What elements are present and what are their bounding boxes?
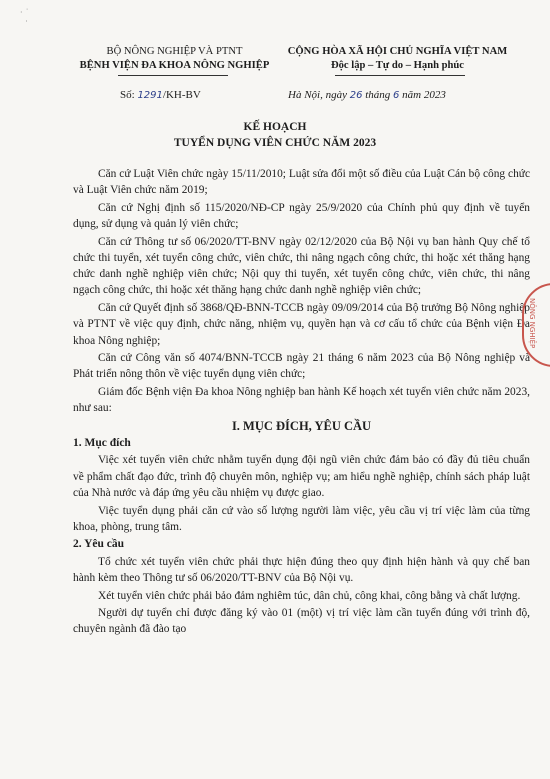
number-handwritten: 1291 <box>137 90 163 101</box>
number-suffix: /KH-BV <box>162 89 201 101</box>
document-date <box>288 89 446 101</box>
basis-paragraph: Giám đốc Bệnh viện Đa khoa Nông nghiệp ban hành Kế hoạch xét tuyển viên chức năm 2023, như sau: <box>73 386 530 415</box>
date-month-label: tháng <box>365 89 391 101</box>
date-place: Hà Nội, ngày <box>288 89 347 101</box>
basis-paragraph: Căn cứ Luật Viên chức ngày 15/11/2010; Luật sửa đổi một số điều của Luật Cán bộ công chức và Luật Viên chức năm 2019; <box>73 168 530 197</box>
issuer-block <box>62 45 287 73</box>
basis-paragraph: Căn cứ Nghị định số 115/2020/NĐ-CP ngày 25/9/2020 của Chính phủ quy định về tuyển dụng, sử dụng và quản lý viên chức; <box>73 201 530 231</box>
subsection-heading-requirements: 2. Yêu cầu <box>73 538 125 551</box>
issuer-underline <box>118 75 228 76</box>
seal-lettering: NÔNG NGHIỆP <box>528 298 536 349</box>
date-day: 26 <box>349 90 363 101</box>
requirement-paragraph: Tổ chức xét tuyển viên chức phải thực hiện đúng theo quy định hiện hành và quy chế ban hành kèm theo Thông tư số 06/2020/TT-BNV của Bộ Nội vụ. <box>73 555 530 584</box>
document-subtitle: TUYỂN DỤNG VIÊN CHỨC NĂM 2023 <box>173 137 377 149</box>
basis-paragraph: Căn cứ Thông tư số 06/2020/TT-BNV ngày 02/12/2020 của Bộ Nội vụ ban hành Quy chế tổ chức thi tuyển, xét tuyển công chức, viên chức, thi nâng ngạch công chức, thi hoặc xét thăng hạng chức danh nghề nghiệp viên chức; Nội quy thi tuyển, xét tuyển công chức, viên chức, thi nâng ngạch công chức, thi hoặc xét thăng hạng chức danh nghề nghiệp viên chức; <box>73 235 530 297</box>
republic-name: CỘNG HÒA XÃ HỘI CHỦ NGHĨA VIỆT NAM <box>287 46 508 57</box>
motto-underline <box>335 75 465 76</box>
ministry-name: BỘ NÔNG NGHIỆP VÀ PTNT <box>106 46 243 57</box>
purpose-paragraph: Việc tuyển dụng phải căn cứ vào số lượng người làm việc, yêu cầu vị trí việc làm của từng khoa, phòng, trung tâm. <box>73 504 530 533</box>
section-heading: I. MỤC ĐÍCH, YÊU CẦU <box>231 419 372 434</box>
republic-block <box>270 45 525 73</box>
document-title: KẾ HOẠCH <box>243 121 307 133</box>
document-number <box>120 89 201 101</box>
number-prefix: Số: <box>120 89 135 101</box>
basis-paragraph: Căn cứ Quyết định số 3868/QĐ-BNN-TCCB ngày 09/09/2014 của Bộ trưởng Bộ Nông nghiệp và PTNT về việc quy định, chức năng, nhiệm vụ, quyền hạn và cơ cấu tổ chức của Bệnh viện Đa khoa Nông nghiệp; <box>73 302 530 347</box>
hospital-name: BỆNH VIỆN ĐA KHOA NÔNG NGHIỆP <box>79 60 270 71</box>
purpose-paragraph: Việc xét tuyển viên chức nhằm tuyển dụng đội ngũ viên chức đảm bảo có đầy đủ tiêu chuẩn về phẩm chất đạo đức, trình độ chuyên môn, nghiệp vụ; am hiểu nghề nghiệp, chính sách pháp luật của Nhà nước và đáp ứng yêu cầu nhiệm vụ được giao. <box>73 454 530 499</box>
corner-marks: · ˙ · <box>20 8 30 26</box>
requirement-paragraph: Người dự tuyển chỉ được đăng ký vào 01 (một) vị trí việc làm cần tuyển đúng với trình độ, chuyên ngành đã đào tạo <box>73 607 530 636</box>
date-year: năm 2023 <box>402 89 446 101</box>
document-body <box>73 166 530 639</box>
requirement-paragraph: Xét tuyển viên chức phải bảo đảm nghiêm túc, dân chủ, công khai, công bằng và chất lượng. <box>98 589 521 602</box>
date-month: 6 <box>393 90 400 101</box>
basis-paragraph: Căn cứ Công văn số 4074/BNN-TCCB ngày 21 tháng 6 năm 2023 của Bộ Nông nghiệp và Phát triển nông thôn về việc tuyển dụng viên chức; <box>73 352 530 381</box>
national-motto: Độc lập – Tự do – Hạnh phúc <box>330 60 465 71</box>
subsection-heading-purpose: 1. Mục đích <box>73 437 131 450</box>
